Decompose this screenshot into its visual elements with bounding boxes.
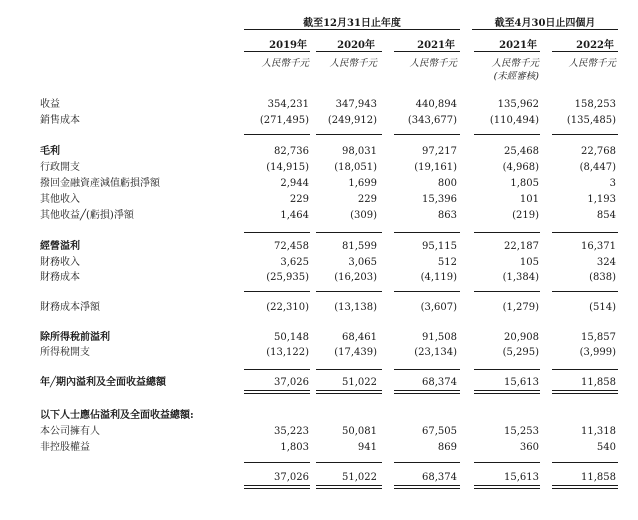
row-value: (19,161) [414,162,457,173]
row-value: 869 [437,442,457,453]
row-label: 行政開支 [40,162,80,173]
row-value: 68,374 [422,377,457,388]
year-rule-2019 [244,51,310,52]
row-value: 11,318 [581,426,616,437]
rule-c0-1 [244,134,310,135]
rule-c1-4 [316,369,382,370]
row-value: (271,495) [259,115,309,126]
rule-c0-4 [244,369,310,370]
row-value: 20,908 [504,332,539,343]
year-rule-2022-interim [552,51,618,52]
row-value: 2,944 [280,178,309,189]
unit-2020: 人民幣千元 [329,58,377,69]
row-value: (22,310) [266,302,309,313]
table-row [0,441,638,455]
row-value: (3,607) [420,302,457,313]
table-row [0,346,638,360]
row-value: (5,295) [502,347,539,358]
unit-2021-interim: 人民幣千元 [491,58,539,69]
rule-c1-1 [316,134,382,135]
double-rule-c3-1 [474,390,540,394]
row-value: 1,464 [280,210,309,221]
rule-c2-3 [394,291,460,292]
row-label: 財務成本淨額 [40,302,100,313]
table-row [0,114,638,128]
row-value: (4,119) [420,272,457,283]
double-rule-c3-2 [474,485,540,489]
row-value: 354,231 [267,99,309,110]
row-value: 37,026 [274,472,309,483]
rule-c3-3 [474,291,540,292]
row-value: (219) [512,210,539,221]
row-value: (1,279) [502,302,539,313]
table-row [0,271,638,285]
row-value: (309) [350,210,377,221]
rule-c2-2 [394,232,460,233]
row-value: 360 [519,442,539,453]
table-row [0,145,638,159]
row-value: 11,858 [581,472,616,483]
rule-c2-4 [394,369,460,370]
rule-c4-3 [552,291,618,292]
row-value: (343,677) [407,115,457,126]
row-value: 67,505 [422,426,457,437]
rule-c3-2 [474,232,540,233]
row-label: 財務收入 [40,257,80,268]
year-2022-interim-header: 2022年 [576,40,614,51]
row-value: 105 [519,257,539,268]
period-group-annual: 截至12月31日止年度 [303,18,401,29]
rule-c3-1 [474,134,540,135]
rule-c0-5 [244,462,310,463]
table-row [0,177,638,191]
row-value: 16,371 [581,241,616,252]
row-label: 財務成本 [40,272,80,283]
row-value: 22,187 [504,241,539,252]
period-group-annual-rule [244,29,460,30]
row-value: 15,613 [504,377,539,388]
unit-2019: 人民幣千元 [261,58,309,69]
table-row [0,331,638,345]
row-value: 15,253 [504,426,539,437]
rule-c2-5 [394,462,460,463]
row-value: (8,447) [579,162,616,173]
row-label: 經營溢利 [40,241,80,252]
row-value: 158,253 [574,99,616,110]
row-label: 銷售成本 [40,115,80,126]
row-value: (3,999) [579,347,616,358]
period-group-four-months: 截至4月30日止四個月 [494,18,596,29]
row-value: 135,962 [497,99,539,110]
row-value: 229 [289,194,309,205]
rule-c4-4 [552,369,618,370]
double-rule-c2-1 [394,390,460,394]
row-value: (13,122) [266,347,309,358]
table-row [0,425,638,439]
table-row [0,193,638,207]
row-value: (249,912) [327,115,377,126]
row-label: 年╱期內溢利及全面收益總額 [40,377,167,388]
row-label: 其他收入 [40,194,80,205]
row-value: 35,223 [274,426,309,437]
row-label: 其他收益╱(虧損)淨額 [40,210,134,221]
row-value: 95,115 [422,241,457,252]
row-value: 3 [609,178,616,189]
table-row [0,409,638,423]
row-value: 101 [519,194,539,205]
rule-c0-2 [244,232,310,233]
row-value: 3,625 [280,257,309,268]
row-value: (14,915) [266,162,309,173]
table-row [0,161,638,175]
double-rule-c2-2 [394,485,460,489]
row-value: 91,508 [422,332,457,343]
row-value: (23,134) [414,347,457,358]
rule-c1-3 [316,291,382,292]
row-value: 37,026 [274,377,309,388]
row-value: 229 [357,194,377,205]
year-rule-2021 [394,51,460,52]
row-value: 97,217 [422,146,457,157]
row-value: 15,613 [504,472,539,483]
row-value: (838) [589,272,616,283]
row-label: 非控股權益 [40,442,90,453]
year-2020-header: 2020年 [337,40,375,51]
rule-c4-1 [552,134,618,135]
row-value: 72,458 [274,241,309,252]
double-rule-c0-2 [244,485,310,489]
row-value: 68,461 [342,332,377,343]
row-value: 81,599 [342,241,377,252]
year-2021-interim-header: 2021年 [499,40,537,51]
row-value: 82,736 [274,146,309,157]
row-value: (16,203) [334,272,377,283]
table-row [0,256,638,270]
row-value: 68,374 [422,472,457,483]
row-value: (17,439) [334,347,377,358]
row-value: 854 [596,210,616,221]
row-value: 22,768 [581,146,616,157]
row-value: 512 [437,257,457,268]
row-label: 本公司擁有人 [40,426,100,437]
row-value: (110,494) [489,115,539,126]
row-value: 324 [596,257,616,268]
year-rule-2021-interim [474,51,540,52]
row-value: 1,193 [587,194,616,205]
rule-c4-5 [552,462,618,463]
table-row [0,209,638,223]
unit-2021: 人民幣千元 [409,58,457,69]
double-rule-c0-1 [244,390,310,394]
row-value: 15,857 [581,332,616,343]
double-rule-c1-2 [316,485,382,489]
table-row [0,471,638,485]
row-value: 540 [596,442,616,453]
double-rule-c4-1 [552,390,618,394]
rule-c1-2 [316,232,382,233]
row-value: (1,384) [502,272,539,283]
table-row [0,240,638,254]
double-rule-c1-1 [316,390,382,394]
row-value: 863 [437,210,457,221]
row-value: (135,485) [566,115,616,126]
period-group-four-months-rule [472,29,618,30]
year-rule-2020 [316,51,382,52]
row-value: 1,805 [510,178,539,189]
rule-c3-4 [474,369,540,370]
year-2021-header: 2021年 [417,40,455,51]
row-value: 941 [357,442,377,453]
table-row [0,98,638,112]
row-value: 50,081 [342,426,377,437]
row-label: 撥回金融資產減值虧損淨額 [40,178,160,189]
row-value: (514) [589,302,616,313]
row-value: 347,943 [335,99,377,110]
row-value: (13,138) [334,302,377,313]
year-2019-header: 2019年 [269,40,307,51]
double-rule-c4-2 [552,485,618,489]
row-value: (25,935) [266,272,309,283]
row-value: 3,065 [348,257,377,268]
row-label: 以下人士應佔溢利及全面收益總額: [40,410,194,421]
table-row [0,301,638,315]
row-value: (4,968) [502,162,539,173]
unit-2022-interim: 人民幣千元 [568,58,616,69]
row-value: 51,022 [342,472,377,483]
row-value: 800 [437,178,457,189]
row-label: 毛利 [40,146,60,157]
table-row [0,376,638,390]
rule-c0-3 [244,291,310,292]
row-value: (18,051) [334,162,377,173]
row-value: 1,699 [348,178,377,189]
rule-c1-5 [316,462,382,463]
row-label: 收益 [40,99,60,110]
unaudited-note: (未經審核) [493,71,539,82]
row-value: 25,468 [504,146,539,157]
row-label: 除所得稅前溢利 [40,332,110,343]
row-value: 50,148 [274,332,309,343]
rule-c4-2 [552,232,618,233]
row-value: 51,022 [342,377,377,388]
row-value: 15,396 [422,194,457,205]
row-value: 440,894 [415,99,457,110]
row-value: 1,803 [280,442,309,453]
rule-c3-5 [474,462,540,463]
row-value: 98,031 [342,146,377,157]
rule-c2-1 [394,134,460,135]
row-value: 11,858 [581,377,616,388]
row-label: 所得稅開支 [40,347,90,358]
